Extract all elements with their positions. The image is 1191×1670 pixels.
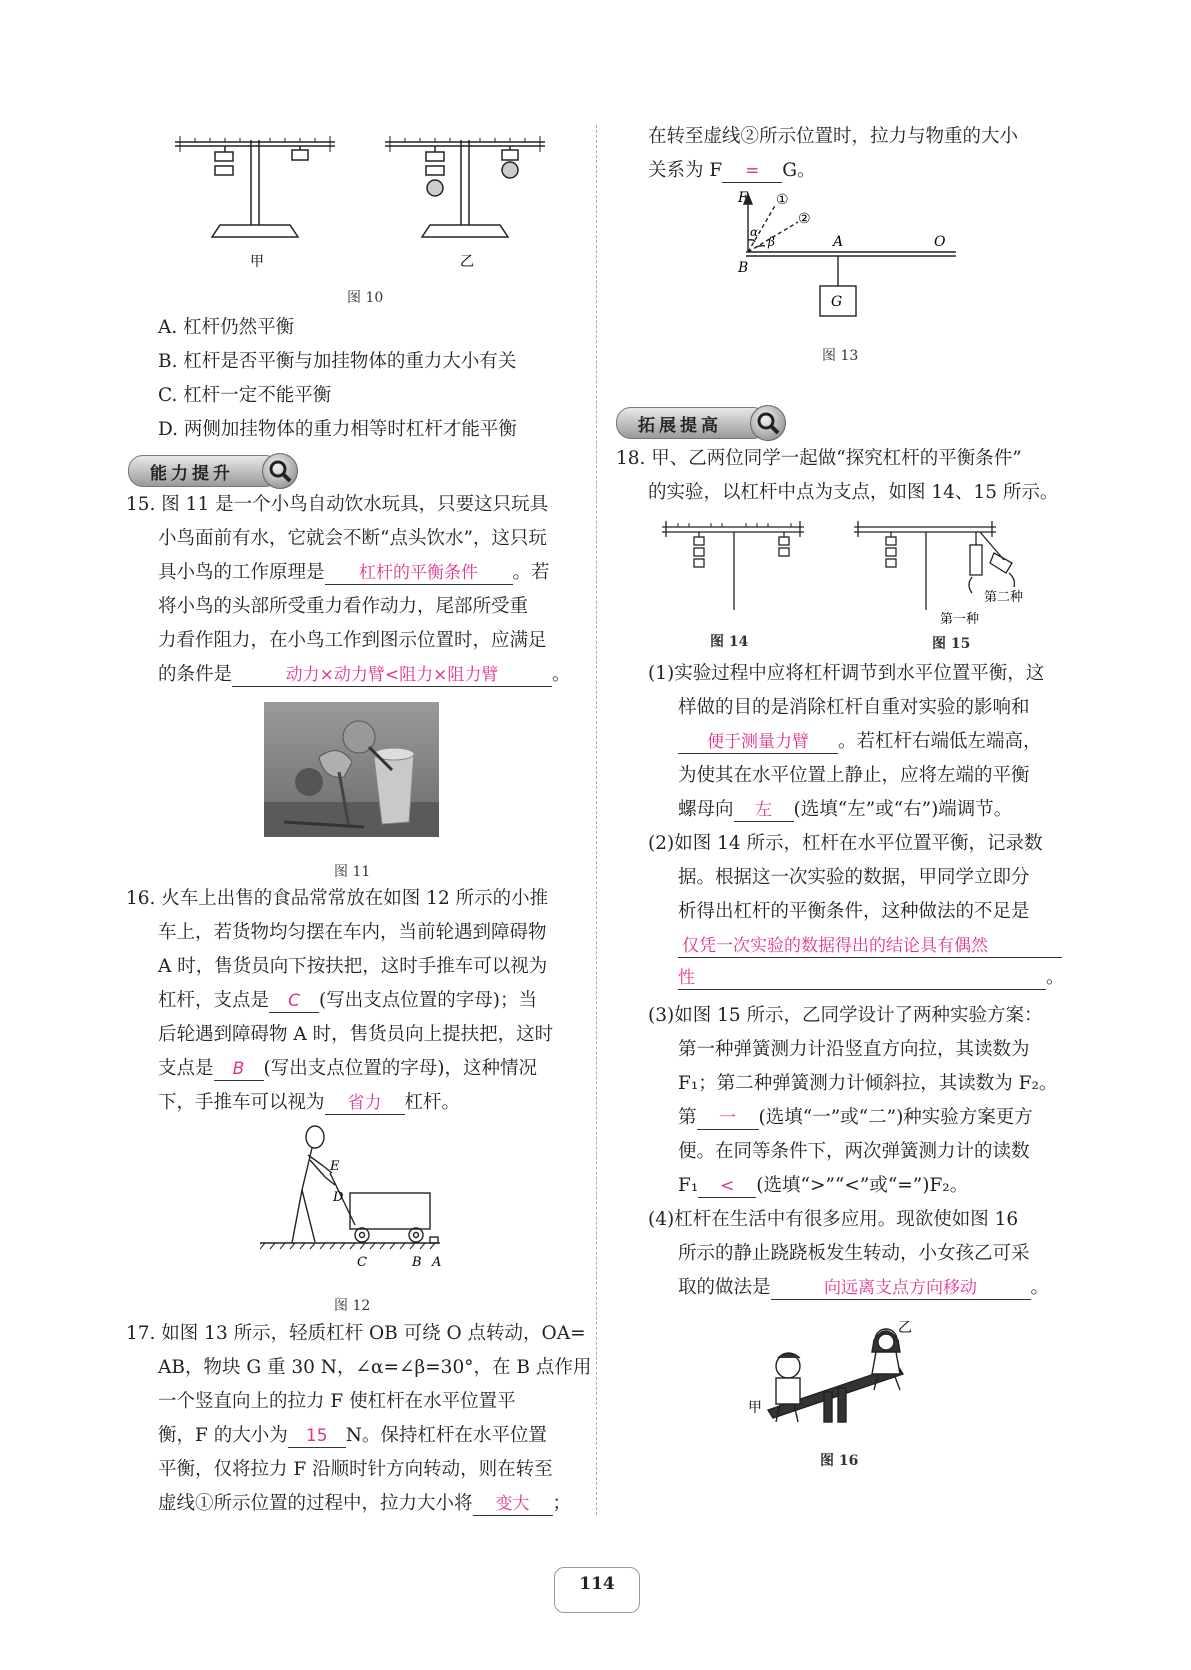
fig12-label-b: B (412, 1255, 422, 1270)
q18-answer-1: 便于测量力臂 (678, 731, 838, 754)
q18-p1-line-5-end: (选填“左”或“右”)端调节。 (793, 799, 1013, 820)
q15-line-5: 力看作阻力，在小鸟工作到图示位置时，应满足 (158, 630, 547, 651)
q15-answer-1: 杠杆的平衡条件 (325, 562, 513, 585)
q18-p2-line-2: 据。根据这一次实验的数据，甲同学立即分 (678, 867, 1030, 888)
fig15-second-label: 第二种 (984, 590, 1024, 605)
q15-line-2: 小鸟面前有水，它就会不断“点头饮水”，这只玩 (158, 528, 547, 549)
q17-line-4 (158, 1424, 547, 1448)
figure-10 (170, 130, 550, 275)
q16-line-3: A 时，售货员向下按扶把，这时手推车可以视为 (158, 956, 548, 977)
fig12-label-d: D (333, 1190, 344, 1205)
option-c: C. 杠杆一定不能平衡 (158, 385, 332, 406)
fig10-label-b: 乙 (460, 254, 474, 270)
q16-line-1: 16. 火车上出售的食品常常放在如图 12 所示的小推 (126, 888, 549, 909)
q17-line-1: 17. 如图 13 所示，轻质杠杆 OB 可绕 O 点转动，OA= (126, 1323, 586, 1344)
fig13-label-g: G (831, 294, 843, 310)
fig13-label-a: A (833, 234, 844, 250)
fig13-caption: 图 13 (822, 348, 859, 364)
fig13-label-beta: β (768, 235, 775, 249)
q16-answer-1: C (269, 990, 319, 1013)
section-badge-extension: 拓展提高 (616, 405, 784, 439)
q15-line-6-text: 的条件是 (158, 664, 233, 685)
fig16-label-jia: 甲 (748, 1400, 762, 1416)
q18-p1-line-5-text: 螺母向 (678, 799, 734, 820)
q18-p2-line-5 (678, 966, 1065, 990)
q15-line-3 (158, 561, 550, 585)
q18-p2-line-4 (678, 934, 1062, 958)
fig16-caption: 图 16 (820, 1453, 859, 1469)
fig11-caption: 图 11 (334, 864, 371, 880)
q16-line-7-end: 杠杆。 (404, 1092, 461, 1113)
q17-answer-1: 15 (288, 1425, 346, 1448)
figure-12 (260, 1125, 450, 1275)
q18-p3-line-6 (678, 1174, 968, 1198)
fig15-first-label: 第一种 (940, 612, 980, 625)
magnifier-icon-2 (750, 405, 786, 441)
q15-line-6 (158, 663, 571, 687)
q17-cont-line-1: 在转至虚线②所示位置时，拉力与物重的大小 (648, 126, 1019, 147)
q16-line-6-text: 支点是 (158, 1058, 214, 1079)
q18-line-2: 的实验，以杠杆中点为支点，如图 14、15 所示。 (648, 482, 1059, 503)
q15-line-1: 15. 图 11 是一个小鸟自动饮水玩具，只要这只玩具 (126, 494, 549, 515)
fig10-caption: 图 10 (347, 290, 384, 306)
q18-answer-2: 左 (734, 799, 794, 822)
fig14-caption: 图 14 (710, 634, 749, 650)
figure-16 (748, 1318, 938, 1433)
q18-p2-line-5-end: 。 (1046, 967, 1065, 988)
q17-line-6 (158, 1492, 571, 1516)
q17-cont-line-2 (648, 159, 816, 183)
q15-line-6-end: 。 (552, 664, 571, 685)
q18-p1-line-2: 样做的目的是消除杠杆自重对实验的影响和 (678, 697, 1030, 718)
q16-line-6-end: (写出支点位置的字母)，这种情况 (263, 1058, 537, 1079)
fig13-label-alpha: α (750, 225, 759, 239)
q18-p4-line-2: 所示的静止跷跷板发生转动，小女孩乙可采 (678, 1243, 1030, 1264)
q18-p4-line-3-text: 取的做法是 (678, 1277, 771, 1298)
q18-p3-line-5: 便。在同等条件下，两次弹簧测力计的读数 (678, 1141, 1030, 1162)
q17-line-2: AB，物块 G 重 30 N，∠α=∠β=30°，在 B 点作用 (158, 1357, 592, 1378)
fig13-label-1: ① (776, 192, 789, 208)
q17-line-4-text: 衡，F 的大小为 (158, 1425, 288, 1446)
fig15-caption: 图 15 (932, 636, 971, 652)
q17-line-5: 平衡，仅将拉力 F 沿顺时针方向转动，则在转至 (158, 1459, 553, 1480)
q18-answer-5: < (698, 1175, 756, 1198)
q18-p3-line-4-end: (选填“一”或“二”)种实验方案更方 (758, 1107, 1033, 1128)
fig12-caption: 图 12 (334, 1298, 371, 1314)
q18-answer-3b: 性 (678, 967, 1046, 990)
q18-answer-3a: 仅凭一次实验的数据得出的结论具有偶然 (678, 935, 1062, 958)
q16-line-5: 后轮遇到障碍物 A 时，售货员向上提扶把，这时 (158, 1024, 554, 1045)
q18-line-1: 18. 甲、乙两位同学一起做“探究杠杆的平衡条件” (616, 448, 1022, 469)
q18-answer-6: 向远离支点方向移动 (771, 1277, 1031, 1300)
q16-answer-3: 省力 (325, 1092, 405, 1115)
q16-line-2: 车上，若货物均匀摆在车内，当前轮遇到障碍物 (158, 922, 547, 943)
q15-line-3-end: 。若 (512, 562, 550, 583)
q18-p3-line-3: F₁；第二种弹簧测力计倾斜拉，其读数为 F₂。 (678, 1073, 1058, 1094)
q16-line-7-text: 下，手推车可以视为 (158, 1092, 325, 1113)
column-divider (596, 125, 597, 1515)
q18-p1-line-4: 为使其在水平位置上静止，应将左端的平衡 (678, 765, 1030, 786)
page-number (554, 1567, 640, 1613)
q17-cont-line-2-end: G。 (782, 160, 816, 181)
q18-p4-line-3 (678, 1276, 1049, 1300)
q18-p1-line-3-end: 。若杠杆右端低左端高， (838, 731, 1042, 752)
fig12-label-e: E (330, 1159, 340, 1174)
q15-line-4: 将小鸟的头部所受重力看作动力，尾部所受重 (158, 596, 529, 617)
fig10-label-a: 甲 (250, 254, 264, 270)
q18-p3-line-1: (3)如图 15 所示，乙同学设计了两种实验方案： (648, 1005, 1043, 1026)
q15-answer-2: 动力×动力臂<阻力×阻力臂 (232, 664, 552, 687)
q18-p3-line-4 (678, 1106, 1033, 1130)
q17-answer-2: 变大 (473, 1493, 553, 1516)
q17-answer-3: = (722, 160, 782, 183)
fig16-label-yi: 乙 (898, 1320, 912, 1336)
q18-p2-line-3: 析得出杠杆的平衡条件，这种做法的不足是 (678, 901, 1030, 922)
q18-p3-line-4-text: 第 (678, 1107, 697, 1128)
figure-11-photo (264, 702, 439, 837)
magnifier-icon (262, 453, 298, 489)
q18-p1-line-5 (678, 798, 1012, 822)
q17-line-4-end: N。保持杠杆在水平位置 (345, 1425, 547, 1446)
q18-p3-line-6-text: F₁ (678, 1175, 699, 1196)
q16-line-4 (158, 989, 537, 1013)
q18-p2-line-1: (2)如图 14 所示，杠杆在水平位置平衡，记录数 (648, 833, 1043, 854)
option-d: D. 两侧加挂物体的重力相等时杠杆才能平衡 (158, 419, 517, 440)
fig13-label-o: O (934, 234, 946, 250)
fig12-label-c: C (357, 1255, 367, 1270)
q16-line-4-text: 杠杆，支点是 (158, 990, 270, 1011)
fig13-label-2: ② (798, 211, 811, 227)
q16-answer-2: B (214, 1058, 264, 1081)
q18-p4-line-1: (4)杠杆在生活中有很多应用。现欲使如图 16 (648, 1209, 1019, 1230)
q18-p3-line-2: 第一种弹簧测力计沿竖直方向拉，其读数为 (678, 1039, 1030, 1060)
option-a: A. 杠杆仍然平衡 (158, 317, 295, 338)
q17-cont-line-2-text: 关系为 F (648, 160, 723, 181)
q15-line-3-text: 具小鸟的工作原理是 (158, 562, 325, 583)
q18-p3-line-6-end: (选填“>”“<”或“=”)F₂。 (756, 1175, 969, 1196)
q17-line-6-text: 虚线①所示位置的过程中，拉力大小将 (158, 1493, 473, 1514)
q18-p1-line-3 (678, 730, 1042, 754)
fig12-label-a: A (432, 1255, 442, 1270)
page-number-text: 114 (579, 1574, 615, 1594)
figure-13 (736, 190, 966, 325)
figure-14-15 (654, 515, 1054, 625)
fig13-label-f: F (738, 190, 748, 206)
q17-line-3: 一个竖直向上的拉力 F 使杠杆在水平位置平 (158, 1391, 516, 1412)
q16-line-7 (158, 1091, 460, 1115)
fig13-label-b: B (738, 260, 749, 276)
q17-line-6-end: ； (552, 1493, 572, 1514)
q16-line-6 (158, 1057, 537, 1081)
q18-p1-line-1: (1)实验过程中应将杠杆调节到水平位置平衡，这 (648, 663, 1045, 684)
section-badge-ability: 能力提升 (128, 453, 296, 487)
q18-p4-line-3-end: 。 (1030, 1277, 1050, 1298)
q16-line-4-end: (写出支点位置的字母)；当 (319, 990, 537, 1011)
q18-answer-4: 一 (697, 1107, 759, 1130)
option-b: B. 杠杆是否平衡与加挂物体的重力大小有关 (158, 351, 517, 372)
